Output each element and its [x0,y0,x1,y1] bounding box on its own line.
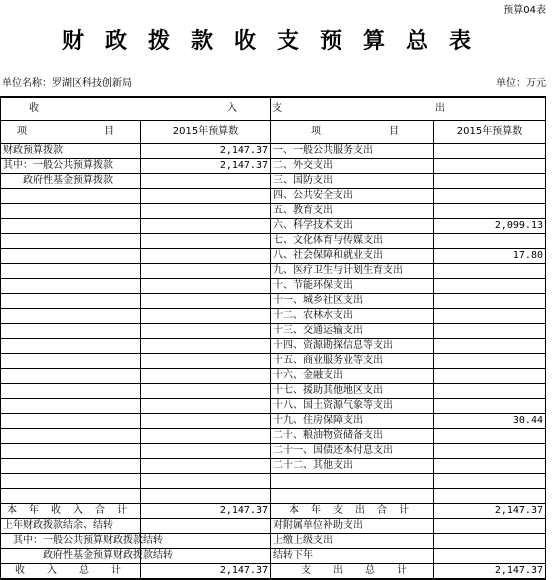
grand-total-row [1,564,546,580]
income-value [141,519,271,534]
income-item [1,444,141,459]
expense-value [434,339,546,354]
income-item: 财政预算拨款 [1,144,141,159]
table-row [1,384,546,399]
expense-total-value: 2,147.37 [434,504,546,519]
expense-value [434,309,546,324]
expense-value [434,549,546,564]
expense-item: 十一、城乡社区支出 [271,294,434,309]
table-row [1,309,546,324]
expense-item: 十、节能环保支出 [271,279,434,294]
expense-header [271,97,546,121]
table-row [1,174,546,189]
expense-value [434,159,546,174]
table-row [1,189,546,204]
expense-value [434,144,546,159]
expense-value [434,474,546,489]
income-item [1,474,141,489]
expense-value: 2,099.13 [434,219,546,234]
expense-item: 十九、住房保障支出 [271,414,434,429]
expense-item: 九、医疗卫生与计划生育支出 [271,264,434,279]
income-value [141,414,271,429]
income-item [1,264,141,279]
item-label: 目 [104,126,114,137]
item-header-left [1,121,141,144]
form-number: 预算04表 [503,5,546,16]
expense-value: 17.80 [434,249,546,264]
expense-item: 六、科学技术支出 [271,219,434,234]
expense-item: 十二、农林水支出 [271,309,434,324]
income-expense-header [1,97,299,121]
income-item: 政府性基金预算财政拨款结转 [1,549,141,564]
expense-item: 八、社会保障和就业支出 [271,249,434,264]
income-value [141,489,271,504]
income-item: 政府性基金预算拨款 [1,174,141,189]
table-row [1,354,546,369]
expense-item: 一、一般公共服务支出 [271,144,434,159]
item-label: 目 [389,126,399,137]
expense-value [434,174,546,189]
income-item [1,369,141,384]
table-row [1,234,546,249]
table-row [1,159,546,174]
table-row [1,459,546,474]
expense-value [434,264,546,279]
income-item [1,279,141,294]
expense-item: 十五、商业服务业等支出 [271,354,434,369]
income-item [1,294,141,309]
grand-income-value: 2,147.37 [141,564,271,580]
expense-item: 十六、金融支出 [271,369,434,384]
carry-row [1,534,546,549]
income-value [141,474,271,489]
expense-item: 十七、援助其他地区支出 [271,384,434,399]
expense-item: 二十一、国债还本付息支出 [271,444,434,459]
expense-value [434,444,546,459]
income-value [141,234,271,249]
income-value [141,189,271,204]
expense-item: 上缴上级支出 [271,534,434,549]
expense-item: 四、公共安全支出 [271,189,434,204]
currency-unit: 单位：万元 [496,78,546,89]
budget-header-right: 2015年预算数 [434,121,546,144]
grand-expense-value: 2,147.37 [434,564,546,580]
item-header-right [271,121,434,144]
expense-value [434,519,546,534]
expense-item: 三、国防支出 [271,174,434,189]
table-row [1,249,546,264]
budget-header-left: 2015年预算数 [141,121,271,144]
carry-row [1,519,546,534]
unit-name: 单位名称：罗湖区科技创新局 [2,78,132,89]
expense-item [271,474,434,489]
income-value [141,339,271,354]
income-item [1,354,141,369]
item-label: 项 [17,126,27,137]
table-row [1,294,546,309]
table-row [1,369,546,384]
table-row [1,429,546,444]
expense-item: 二十、粮油物资储备支出 [271,429,434,444]
expense-item: 十三、交通运输支出 [271,324,434,339]
expense-item: 对附属单位补助支出 [271,519,434,534]
income-item [1,249,141,264]
table-row [1,264,546,279]
income-item [1,234,141,249]
table-row [1,279,546,294]
income-item [1,204,141,219]
page-title: 财政拨款收支预算总表 [61,28,492,54]
income-item [1,414,141,429]
table-row [1,204,546,219]
table-row [1,474,546,489]
income-total-label: 本年收入合计 [1,504,141,519]
income-value [141,324,271,339]
income-item [1,324,141,339]
income-value [141,309,271,324]
table-row [1,414,546,429]
expense-item: 二十二、其他支出 [271,459,434,474]
expense-label: 出 [435,103,445,114]
middle-label: 入 支 [227,103,299,114]
income-label: 收 [29,103,39,114]
income-value [141,204,271,219]
income-item: 上年财政拨款结余、结转 [1,519,141,534]
table-row [1,444,546,459]
income-item: 其中：一般公共预算拨款 [1,159,141,174]
expense-value [434,489,546,504]
income-item [1,219,141,234]
income-item: 其中：一般公共预算财政拨款结转 [1,534,141,549]
item-label: 项 [311,126,321,137]
expense-value [434,429,546,444]
income-item [1,384,141,399]
table-row [1,339,546,354]
header-row-2 [1,121,546,144]
table-row [1,399,546,414]
expense-item: 二、外交支出 [271,159,434,174]
income-value: 2,147.37 [141,144,271,159]
grand-expense-label: 支出总计 [271,564,434,580]
income-value [141,384,271,399]
expense-value [434,189,546,204]
expense-total-label: 本年支出合计 [271,504,434,519]
expense-value: 30.44 [434,414,546,429]
income-value [141,249,271,264]
income-value [141,294,271,309]
income-item [1,339,141,354]
header-row-1 [1,97,546,121]
income-item [1,489,141,504]
income-value [141,459,271,474]
expense-value [434,294,546,309]
expense-item: 五、教育支出 [271,204,434,219]
expense-value [434,234,546,249]
income-value [141,429,271,444]
income-item [1,189,141,204]
expense-value [434,459,546,474]
expense-value [434,399,546,414]
expense-value [434,384,546,399]
income-item [1,309,141,324]
expense-value [434,204,546,219]
income-value [141,369,271,384]
income-value [141,264,271,279]
expense-value [434,369,546,384]
grand-income-label: 收入总计 [1,564,141,580]
income-value: 2,147.37 [141,159,271,174]
income-value [141,444,271,459]
income-item [1,459,141,474]
expense-item [271,489,434,504]
expense-value [434,534,546,549]
expense-value [434,354,546,369]
totals-row [1,504,546,519]
income-item [1,429,141,444]
expense-item: 七、文化体育与传媒支出 [271,234,434,249]
income-total-value: 2,147.37 [141,504,271,519]
income-value [141,219,271,234]
table-row [1,324,546,339]
income-value [141,174,271,189]
expense-item: 十八、国土资源气象等支出 [271,399,434,414]
income-value [141,399,271,414]
expense-item: 十四、资源勘探信息等支出 [271,339,434,354]
table-row [1,219,546,234]
budget-table [0,96,546,580]
income-value [141,354,271,369]
table-row [1,144,546,159]
expense-item: 结转下年 [271,549,434,564]
carry-row [1,549,546,564]
income-item [1,399,141,414]
income-value [141,279,271,294]
expense-value [434,324,546,339]
table-row [1,489,546,504]
expense-value [434,279,546,294]
